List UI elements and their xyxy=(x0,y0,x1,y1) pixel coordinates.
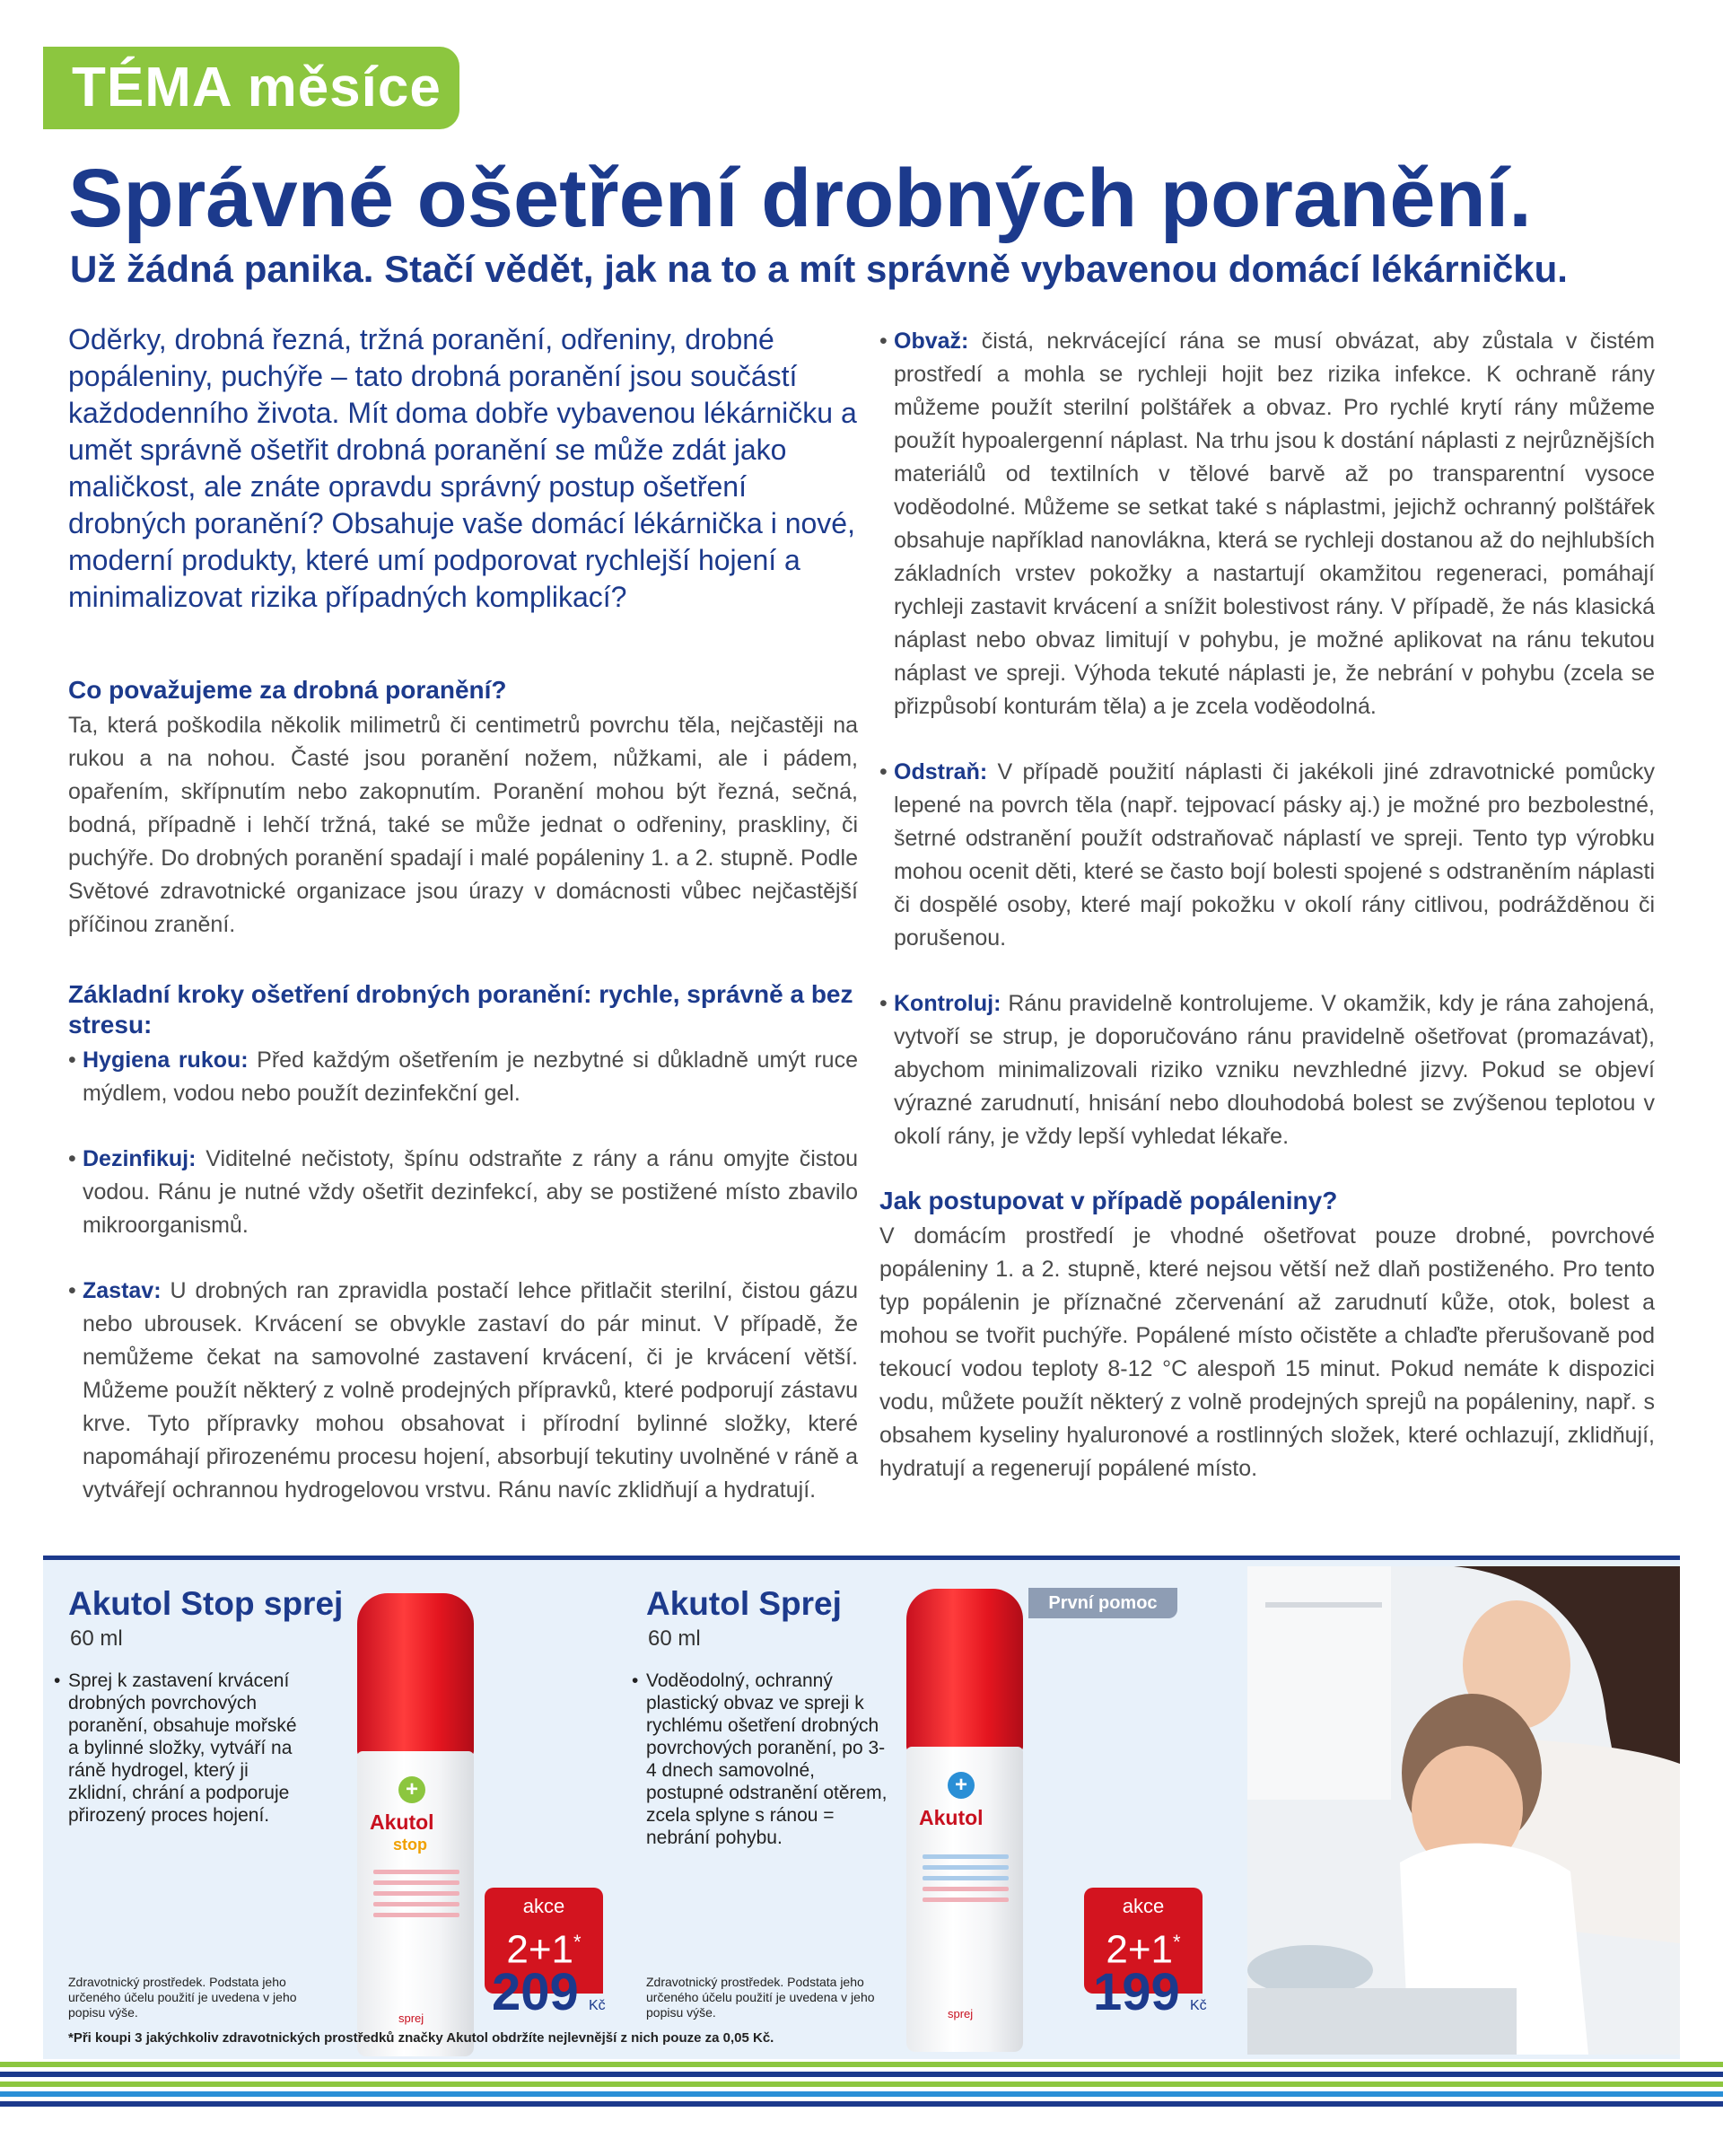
right-column xyxy=(879,325,1655,1486)
first-aid-badge: První pomoc xyxy=(1028,1588,1177,1618)
product-name: Akutol Sprej xyxy=(646,1585,842,1622)
price-currency: Kč xyxy=(589,1998,606,2013)
product-name: Akutol Stop sprej xyxy=(68,1585,344,1622)
section-burns xyxy=(879,1186,1655,1486)
photo-illustration xyxy=(1247,1566,1680,2055)
section-tag: TÉMA měsíce xyxy=(43,47,459,129)
promo-disclaimer: *Při koupi 3 jakýchkoliv zdravotnických prostředků značky Akutol obdržíte nejlevnější z nich pouze za 0,05 Kč. xyxy=(68,2030,774,2046)
bottle-brand: Akutol xyxy=(370,1810,434,1834)
bottle-label: sprej xyxy=(398,2011,424,2025)
section-heading: Základní kroky ošetření drobných poranění: rychle, správně a bez stresu: xyxy=(68,980,853,1039)
step-hygiene: • Hygiena rukou: Před každým ošetřením je nezbytné si důkladně umýt ruce mýdlem, vodou nebo použít dezinfekční gel. xyxy=(68,1044,858,1110)
price-currency: Kč xyxy=(1190,1998,1207,2013)
product-volume: 60 ml xyxy=(70,1626,123,1651)
step-remove: • Odstraň: V případě použití náplasti či jakékoli jiné zdravotnické pomůcky lepené na povrch těla (např. tejpovací pásky aj.) je možné pro bezbolestné, šetrné odstranění použít odstraňovač náplastí ve spreji. Tento typ výrobku mohou ocenit děti, které se často bojí bolesti spojené s odstraněním náplasti či dospělé osoby, které mají pokožku v okolí rány citlivou, podrážděnou či porušenou. xyxy=(879,756,1655,955)
left-column xyxy=(68,321,858,1539)
product-note: Zdravotnický prostředek. Podstata jeho určeného účelu použití je uvedena v jeho popisu výše. xyxy=(68,1975,297,2020)
section-text: V domácím prostředí je vhodné ošetřovat pouze drobné, povrchové popáleniny 1. a 2. stupně, které nejsou větší než dlaň postiženého. Pro tento typ popálenin je příznačné zčervenání až zarudnutí kůže, otok, bolest a mohou se tvořit puchýře. Popálené místo očistěte a chlaďte přerušovaně pod tekoucí vodou teploty 8-12 °C alespoň 15 minut. Pokud nemáte k dispozici vodu, můžete použít některý z volně prodejných sprejů na popáleniny, např. s obsahem kyseliny hyaluronové a rostlinných složek, které ochlazují, zklidňují, hydratují a regenerují popálené místo. xyxy=(879,1223,1655,1481)
plus-icon: + xyxy=(398,1776,425,1803)
promo-badge: akce 2+1* xyxy=(1084,1888,1203,1994)
product-price: 209 xyxy=(492,1963,579,2021)
section-what xyxy=(68,675,858,942)
bottle-subbrand: stop xyxy=(393,1836,427,1854)
section-heading: Co považujeme za drobná poranění? xyxy=(68,676,507,704)
akutol-spray-bottle xyxy=(906,1589,1023,2056)
step-stop: • Zastav: U drobných ran zpravidla postačí lehce přitlačit sterilní, čistou gázu nebo ubrousek. Krvácení se obvykle zastaví do pár minut. V případě, že nemůžeme čekat na samovolné zastavení krvácení, či je krvácení větší. Můžeme použít některý z volně prodejných přípravků, které podporují zástavu krve. Tyto přípravky mohou obsahovat i přírodní bylinné složky, které napomáhají přirozenému procesu hojení, absorbují tekutiny uvolněné v ráně a vytvářejí ochrannou hydrogelovou vrstvu. Ránu navíc zklidňují a hydratují. xyxy=(68,1275,858,1507)
page-subtitle: Už žádná panika. Stačí vědět, jak na to a mít správně vybavenou domácí lékárničku. xyxy=(70,248,1568,290)
akutol-stop-bottle xyxy=(357,1593,474,2056)
section-heading: Jak postupovat v případě popáleniny? xyxy=(879,1187,1338,1214)
page-title: Správné ošetření drobných poranění. xyxy=(68,153,1532,244)
section-steps xyxy=(68,979,858,1507)
step-bandage: • Obvaž: čistá, nekrvácející rána se musí obvázat, aby zůstala v čistém prostředí a mohla se rychleji hojit bez rizika infekce. K ochraně rány můžeme použít sterilní polštářek a obvaz. Pro rychlé krytí rány můžeme použít hypoalergenní náplast. Na trhu jsou k dostání náplasti z nejrůznějších materiálů od textilních v tělové barvě až po transparentní vysoce voděodolné. Můžeme se setkat také s náplastmi, jejichž ochranný polštářek obsahuje například nanovlákna, která se rychleji dostanou až do nejhlubších základních vrstev pokožky a nastartují okamžitou regeneraci, pomáhají rychleji zastavit krvácení a snížit bolestivost rány. V případě, že nás klasická náplast nebo obvaz limitují v pohybu, je možné aplikovat na ránu tekutou náplast ve spreji. Výhoda tekuté náplasti je, že nebrání v pohybu (zcela se přizpůsobí konturám těla) a je zcela voděodolná. xyxy=(879,325,1655,723)
decorative-stripes xyxy=(0,2062,1723,2111)
intro-paragraph: Oděrky, drobná řezná, tržná poranění, odřeniny, drobné popáleniny, puchýře – tato drobná poranění jsou součástí každodenního života. Mít doma dobře vybavenou lékárničku a umět správně ošetřit drobná poranění se může zdát jako maličkost, ale znáte opravdu správný postup ošetření drobných poranění? Obsahuje vaše domácí lékárnička i nové, moderní produkty, které umí podporovat rychlejší hojení a minimalizovat rizika případných komplikací? xyxy=(68,323,857,613)
section-text: Ta, která poškodila několik milimetrů či centimetrů povrchu těla, nejčastěji na rukou a na nohou. Časté jsou poranění nožem, nůžkami, ale i pádem, opařením, skřípnutím nebo zakopnutím. Poranění mohou být řezná, sečná, bodná, případně i lehčí tržná, také se může jednat o odřeniny, praskliny, či puchýře. Do drobných poranění spadají i malé popáleniny 1. a 2. stupně. Podle Světové zdravotnické organizace jsou úrazy v domácnosti vůbec nejčastější příčinou zranění. xyxy=(68,713,858,937)
promo-badge: akce 2+1* xyxy=(485,1888,603,1994)
plus-icon: + xyxy=(948,1772,975,1799)
product-description: • Sprej k zastavení krvácení drobných povrchových poranění, obsahuje mořské a bylinné složky, vytváří na ráně hydrogel, který ji zklidní, chrání a podporuje přirozený proces hojení. xyxy=(54,1670,310,1827)
product-note: Zdravotnický prostředek. Podstata jeho určeného účelu použití je uvedena v jeho popisu výše. xyxy=(646,1975,875,2020)
bottle-label: sprej xyxy=(948,2007,974,2020)
family-photo xyxy=(1247,1566,1680,2055)
product-description: • Voděodolný, ochranný plastický obvaz ve spreji k rychlému ošetření drobných povrchových poranění, po 3-4 dnech samovolné, postupné odstranění otěrem, zcela splyne s ránou = nebrání pohybu. xyxy=(632,1670,893,1849)
product-volume: 60 ml xyxy=(648,1626,701,1651)
step-disinfect: • Dezinfikuj: Viditelné nečistoty, špínu odstraňte z rány a ránu omyjte čistou vodou. Ránu je nutné vždy ošetřit dezinfekcí, aby se postižené místo zbavilo mikroorganismů. xyxy=(68,1143,858,1242)
step-check: • Kontroluj: Ránu pravidelně kontrolujeme. V okamžik, kdy je rána zahojená, vytvoří se strup, je doporučováno ránu pravidelně ošetřovat (promazávat), abychom minimalizovali riziko vzniku nevzhledné jizvy. Pokud se objeví výrazné zarudnutí, hnisání nebo dlouhodobá bolest se zvýšenou teplotou v okolí rány, je vždy lepší vyhledat lékaře. xyxy=(879,987,1655,1153)
bottle-brand: Akutol xyxy=(919,1806,984,1829)
product-price: 199 xyxy=(1093,1963,1180,2021)
